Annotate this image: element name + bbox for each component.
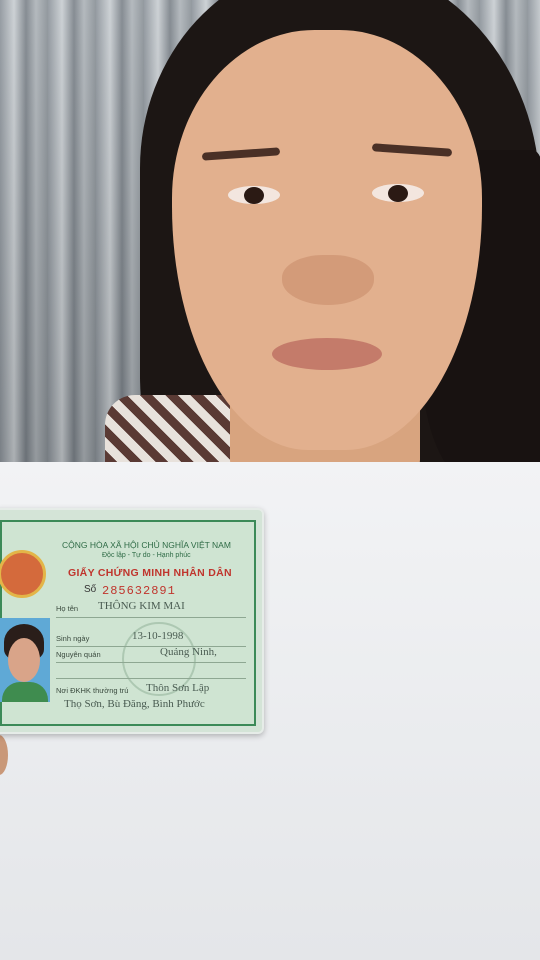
residence-label: Nơi ĐKHK thường trú	[56, 686, 129, 695]
id-number: 285632891	[102, 584, 176, 598]
id-photo-face	[8, 638, 40, 682]
residence-line2: Thọ Sơn, Bù Đăng, Bình Phước	[64, 698, 205, 710]
name-value: THÔNG KIM MAI	[98, 600, 185, 612]
residence-line1: Thôn Sơn Lập	[146, 682, 210, 694]
blank-rule	[56, 678, 246, 679]
motto: Độc lập - Tự do - Hạnh phúc	[102, 552, 191, 559]
id-photo	[0, 618, 50, 702]
name-rule	[56, 617, 246, 618]
nose	[282, 255, 374, 305]
left-eye	[228, 186, 280, 204]
document-title: GIẤY CHỨNG MINH NHÂN DÂN	[68, 567, 232, 579]
dob-rule	[56, 646, 246, 647]
lips	[272, 338, 382, 370]
origin-rule	[56, 662, 246, 663]
name-label: Họ tên	[56, 604, 79, 613]
id-card	[0, 508, 264, 734]
dob-label: Sinh ngày	[56, 634, 90, 643]
country-header: CỘNG HÒA XÃ HỘI CHỦ NGHĨA VIỆT NAM	[62, 540, 231, 550]
national-emblem-icon	[0, 550, 46, 598]
origin-label: Nguyên quán	[56, 650, 101, 659]
id-photo-shirt	[2, 682, 48, 702]
origin-value: Quảng Ninh,	[160, 646, 217, 658]
right-eye	[372, 184, 424, 202]
id-card-face	[0, 520, 256, 726]
number-label: Số	[84, 584, 97, 595]
dob-value: 13-10-1998	[132, 630, 184, 642]
face	[172, 30, 482, 450]
